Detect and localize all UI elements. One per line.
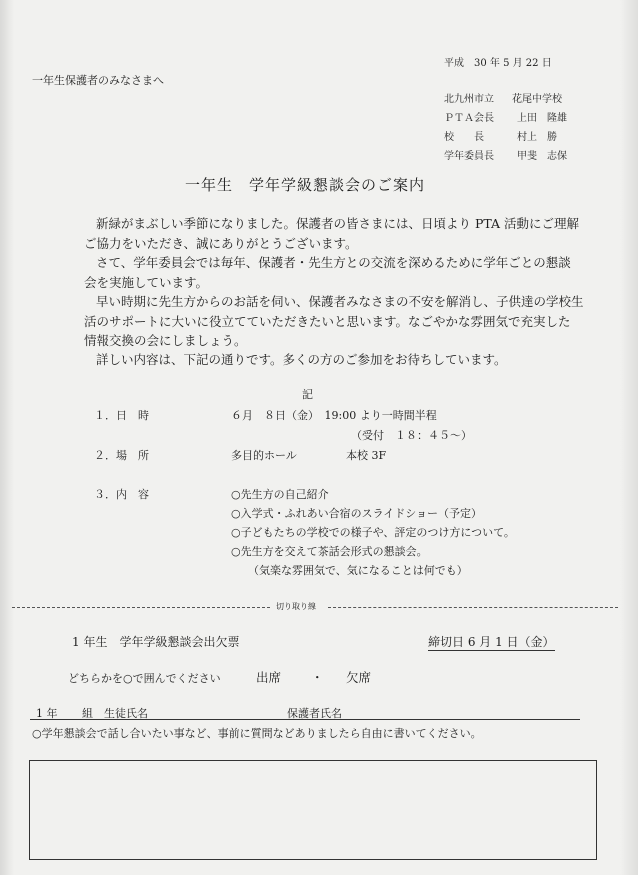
absent-option[interactable]: 欠席 — [346, 670, 372, 685]
paragraph-line: 情報交換の会にしましょう。 — [84, 333, 247, 348]
form-instruction: どちらかを○で囲んでください — [68, 672, 221, 685]
paragraph-line: 新緑がまぶしい季節になりました。保護者の皆さまには、日頃より PTA 活動にご理解 — [96, 216, 580, 231]
content-item: ○先生方の自己紹介 — [231, 488, 329, 501]
option-separator: ・ — [311, 670, 324, 685]
grade-label: 1 年 — [36, 707, 58, 720]
content-note: （気楽な雰囲気で、気になることは何でも） — [248, 564, 468, 577]
deadline-text: 締切日 6 月 1 日（金） — [428, 635, 555, 649]
paragraph — [84, 292, 594, 351]
sender-role: 校 長 — [444, 132, 484, 143]
content-item: ○先生方を交えて茶話会形式の懇談会。 — [231, 545, 428, 558]
paragraph-line: 詳しい内容は、下記の通りです。多くの方のご参加をお待ちしています。 — [96, 352, 507, 367]
form-title: 1 年生 学年学級懇談会出欠票 — [72, 635, 240, 649]
questions-answer-box[interactable] — [29, 760, 597, 860]
sender-name: 甲斐 志保 — [517, 151, 567, 162]
sender-role: ＰＴＡ会長 — [444, 113, 494, 124]
place-value: 多目的ホール — [231, 449, 297, 462]
reception-time: （受付 １８：４５～） — [351, 429, 472, 442]
paragraph-line: さて、学年委員会では毎年、保護者・先生方との交流を深めるために学年ごとの懇談 — [96, 255, 571, 270]
paragraph — [84, 350, 594, 370]
form-deadline — [428, 633, 555, 650]
sender-role: 学年委員長 — [444, 151, 494, 162]
paragraph — [84, 253, 594, 292]
place-label: ２．場 所 — [94, 449, 149, 462]
sender-name: 村上 勝 — [517, 132, 557, 143]
date-label: １．日 時 — [94, 409, 149, 422]
fold-shadow — [0, 0, 14, 875]
cut-line-label: 切り取り線 — [276, 602, 316, 611]
content-item: ○子どもたちの学校での様子や、評定のつけ方について。 — [231, 526, 515, 539]
letter-date: 平成 30 年 5 月 22 日 — [444, 58, 552, 69]
place-building: 本校 3F — [346, 449, 387, 462]
paragraph-line: 活のサポートに大いに役立てていただきたいと思います。なごやかな雰囲気で充実した — [84, 313, 571, 329]
date-value: ６月 ８日（金） 19:00 より一時間半程 — [231, 409, 437, 422]
sender-role: 北九州市立 — [444, 94, 494, 105]
guardian-name-field[interactable]: 保護者氏名 — [287, 707, 342, 720]
cut-line-right — [328, 607, 618, 608]
class-name-field[interactable]: 組 生徒氏名 — [82, 707, 148, 720]
paragraph-line: ご協力をいただき、誠にありがとうございます。 — [84, 235, 358, 251]
paragraph — [84, 214, 594, 253]
addressee: 一年生保護者のみなさまへ — [32, 74, 164, 87]
paragraph-line: 会を実施しています。 — [84, 274, 209, 290]
paragraph-line: 早い時期に先生方からのお話を伺い、保護者みなさまの不安を解消し、子供達の学校生 — [96, 294, 584, 309]
content-label: ３．内 容 — [94, 488, 149, 501]
content-item: ○入学式・ふれあい合宿のスライドショー（予定） — [231, 507, 483, 520]
name-underline — [30, 719, 580, 720]
sender-name: 上田 隆雄 — [517, 113, 567, 124]
cut-line-left — [12, 607, 270, 608]
document-title: 一年生 学年学級懇談会のご案内 — [185, 176, 426, 194]
sender-name: 花尾中学校 — [512, 94, 562, 105]
attend-option[interactable]: 出席 — [256, 670, 282, 685]
ki-heading: 記 — [302, 388, 313, 401]
questions-prompt: ○学年懇談会で話し合いたい事など、事前に質問などありましたら自由に書いてください。 — [32, 727, 482, 740]
page-edge — [620, 0, 638, 875]
